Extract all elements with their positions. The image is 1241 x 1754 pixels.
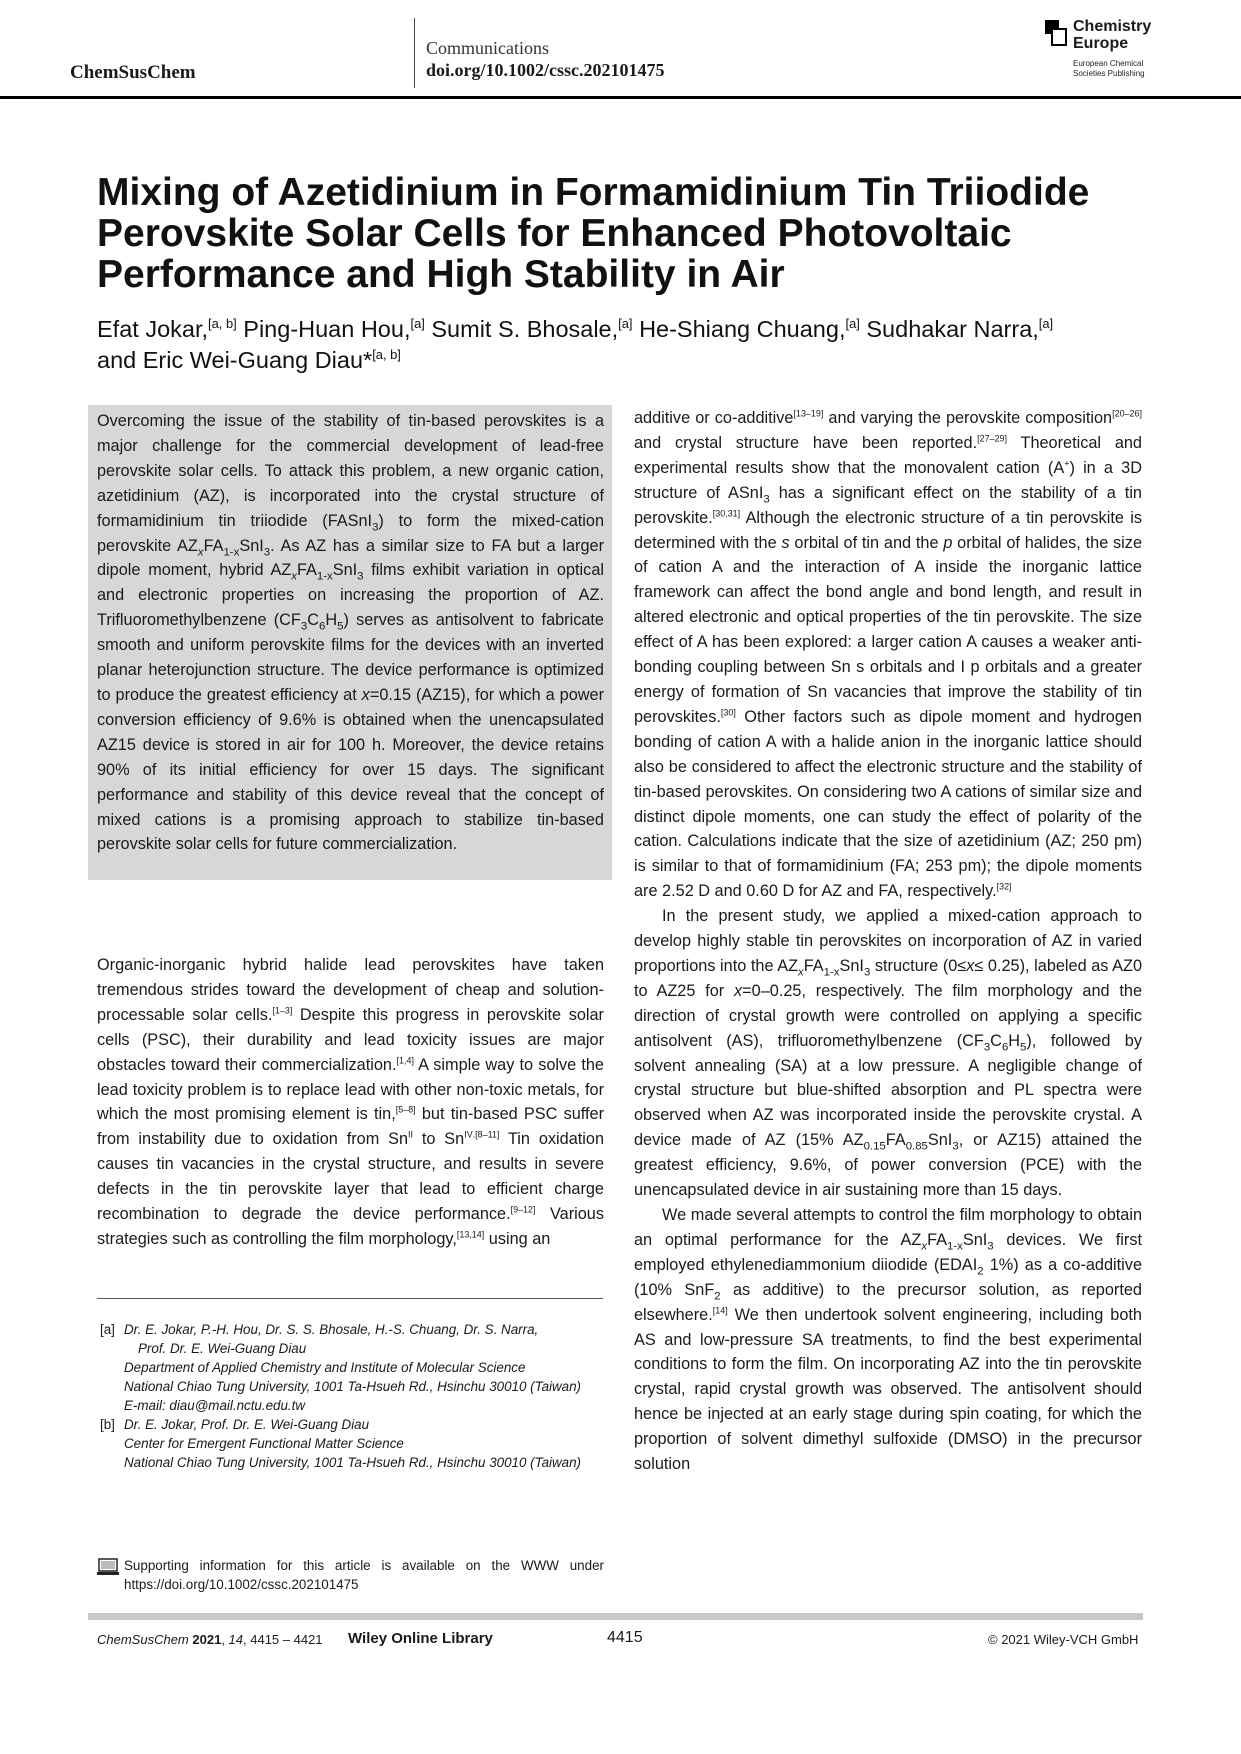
page-number: 4415 (607, 1629, 643, 1646)
author-affiliation: [a] (410, 316, 425, 332)
affiliation-names: Dr. E. Jokar, P.-H. Hou, Dr. S. S. Bhosale, H.-S. Chuang, Dr. S. Narra, (124, 1322, 539, 1337)
title-line: Mixing of Azetidinium in Formamidinium Tin Triiodide (97, 171, 1090, 214)
affiliation-names: Prof. Dr. E. Wei-Guang Diau (138, 1341, 307, 1356)
affiliation-address: National Chiao Tung University, 1001 Ta-Hsueh Rd., Hsinchu 30010 (Taiwan) (124, 1379, 582, 1394)
author-name: Efat Jokar, (97, 316, 209, 342)
article-title (97, 172, 1147, 295)
footer-journal: ChemSusChem (97, 1632, 189, 1647)
body-left-column (97, 953, 604, 1252)
header-divider (414, 18, 415, 88)
author-affiliation: [a, b] (208, 316, 237, 332)
publisher-name-line2: Europe (1073, 35, 1129, 52)
affiliation-b (97, 1415, 604, 1472)
title-line: Perovskite Solar Cells for Enhanced Photovoltaic (97, 212, 1012, 255)
citation[interactable]: [27–29] (977, 433, 1008, 444)
footer-volume: 14 (228, 1632, 244, 1647)
citation[interactable]: [1,4] (396, 1055, 414, 1066)
body-paragraph: We made several attempts to control the film morphology to obtain an optimal performance for the $AZ_xFA_{1-x}SnI_3$ devices. We first employed ethylenediammonium diiodide ($EDAI_2$ 1%) as a co-additive (10% SnF$_2$ as additive) to the precursor solution, as reported elsewhere.[14] We then undertook solvent engineering, including both AS and low-pressure SA treatments, to find the best experimental conditions to form the film. On incorporating AZ into the tin perovskite crystal, rapid crystal growth was observed. The antisolvent should hence be injected at an early stage during spin coating, for which the proportion of solvent dimethyl sulfoxide (DMSO) in the precursor solution (634, 1206, 1142, 1474)
chemistry-europe-logo-icon (1045, 20, 1067, 46)
publisher-logo (1045, 18, 1175, 82)
section-label: Communications (426, 38, 549, 58)
body-paragraph: In the present study, we applied a mixed-cation approach to develop highly stable tin perovskites on incorporation of AZ in varied proportions into the $AZ_xFA_{1-x}SnI_3$ structure (0≤x≤ 0.25), labeled as AZ0 to AZ25 for x=0–0.25, respectively. The film morphology and the direction of crystal growth were controlled on applying a specific antisolvent (AS), trifluoromethylbenzene $(CF_3C_6H_5)$, followed by solvent annealing (SA) at a low pressure. A negligible change of crystal structure but blue-shifted absorption and PL spectra were observed when AZ was incorporated inside the perovskite crystal. A device made of AZ (15% $AZ_{0.15}FA_{0.85}SnI_3$, or AZ15) attained the greatest efficiency, 9.6%, of power conversion (PCE) with the unencapsulated device in air sustaining more than 15 days. (634, 907, 1143, 1200)
affiliations (97, 1320, 604, 1472)
citation[interactable]: [30] (720, 707, 736, 718)
footnote-rule (97, 1298, 603, 1299)
author-list (97, 314, 1147, 376)
publisher-subtitle-line1: European Chemical (1073, 59, 1144, 68)
body-paragraph: Organic-inorganic hybrid halide lead perovskites have taken tremendous strides toward the development of cheap and solution-processable solar cells.[1–3] Despite this progress in perovskite solar cells (PSC), their durability and lead toxicity issues are major obstacles toward their commercialization.[1,4] A simple way to solve the lead toxicity problem is to replace lead with other non-toxic metals, for which the most promising element is tin,[5–8] but tin-based PSC suffer from instability due to oxidation from $Sn^{II}$ to $Sn^{IV.[8-11]}$ Tin oxidation causes tin vacancies in the crystal structure, and results in severe defects in the tin perovskite layer that lead to efficient charge recombination to degrade the device performance.[9–12] Various strategies such as controlling the film morphology,[13,14] using an (97, 956, 604, 1248)
affiliation-department: Department of Applied Chemistry and Institute of Molecular Science (124, 1360, 526, 1375)
header-rule (0, 96, 1241, 99)
abstract: Overcoming the issue of the stability of tin-based perovskites is a major challenge for the commercial development of lead-free perovskite solar cells. To attack this problem, a new organic cation, azetidinium (AZ), is incorporated into the crystal structure of formamidinium tin triiodide (FASnI$_3$) to form the mixed-cation perovskite $AZ_xFA_{1-x}SnI_3$. As AZ has a similar size to FA but a larger dipole moment, hybrid $AZ_xFA_{1-x}SnI_3$ films exhibit variation in optical and electronic properties on increasing the proportion of AZ. Trifluoromethylbenzene $(CF_3C_6H_5)$ serves as antisolvent to fabricate smooth and uniform perovskite films for the devices with an inverted planar heterojunction structure. The device performance is optimized to produce the greatest efficiency at x=0.15 (AZ15), for which a power conversion efficiency of 9.6% is obtained when the unencapsulated AZ15 device is stored in air for 100 h. Moreover, the device retains 90% of its initial efficiency for over 15 days. The significant performance and stability of this device reveal that the concept of mixed cations is a promising approach to stabilize tin-based perovskite solar cells for future commercialization. (97, 412, 605, 854)
author-affiliation: [a] (618, 316, 633, 332)
publisher-subtitle-line2: Societies Publishing (1073, 69, 1145, 78)
author-name: Sumit S. Bhosale, (431, 316, 619, 342)
affiliation-a (97, 1320, 604, 1415)
citation[interactable]: [13–19] (793, 408, 824, 419)
footer-year: 2021 (192, 1632, 222, 1647)
citation[interactable]: [30,31] (712, 508, 741, 519)
supporting-info-text[interactable]: Supporting information for this article is available on the WWW under https://doi.org/10.1002/cssc.202101475 (124, 1558, 604, 1592)
author-name: Sudhakar Narra, (866, 316, 1039, 342)
author-affiliation: [a] (1038, 316, 1054, 332)
publisher-name-line1: Chemistry (1073, 18, 1152, 35)
citation[interactable]: [13,14] (456, 1229, 485, 1240)
journal-name: ChemSusChem (70, 62, 196, 83)
footer-pages: , 4415 – 4421 (243, 1632, 323, 1647)
body-right-column (634, 406, 1142, 1477)
author-name: He-Shiang Chuang, (639, 316, 846, 342)
citation[interactable]: [14] (712, 1305, 728, 1316)
title-line: Performance and High Stability in Air (97, 253, 785, 296)
citation[interactable]: [32] (996, 881, 1012, 892)
citation[interactable]: [9–12] (510, 1204, 536, 1215)
wiley-online-library-link[interactable]: Wiley Online Library (348, 1630, 493, 1647)
footer-rule (88, 1613, 1143, 1620)
citation[interactable]: [5–8] (395, 1105, 416, 1116)
copyright: © 2021 Wiley-VCH GmbH (988, 1632, 1139, 1647)
author-affiliation: [a] (845, 316, 860, 332)
body-paragraph: additive or co-additive[13–19] and varying the perovskite composition[20–26] and crystal structure have been reported.[27–29] Theoretical and experimental results show that the monovalent cation (A+) in a 3D structure of ASnI$_3$ has a significant effect on the stability of a tin perovskite.[30,31] Although the electronic structure of a tin perovskite is determined with the s orbital of tin and the p orbital of halides, the size of cation A and the interaction of A inside the inorganic lattice framework can affect the bond angle and bond length, and result in altered electronic and optical properties of the tin perovskite. The size effect of A has been explored: a larger cation A causes a weaker anti-bonding coupling between Sn s orbitals and I p orbitals and a greater energy of formation of Sn vacancies that improve the stability of tin perovskites.[30] Other factors such as dipole moment and hydrogen bonding of cation A with a halide anion in the inorganic lattice should also be considered to affect the electronic structure and the stability of tin-based perovskites. On considering two A cations of similar size and distinct dipole moments, one can study the effect of polarity of the cation. Calculations indicate that the size of azetidinium (AZ; 250 pm) is similar to that of formamidinium (FA; 253 pm); the dipole moments are 2.52 D and 0.60 D for AZ and FA, respectively.[32] (634, 408, 1142, 901)
footer-citation: ChemSusChem 2021, 14, 4415 – 4421 (97, 1632, 323, 1647)
affiliation-names: Dr. E. Jokar, Prof. Dr. E. Wei-Guang Diau (124, 1417, 370, 1432)
citation[interactable]: [1–3] (272, 1005, 293, 1016)
citation[interactable]: .[8–11] (472, 1129, 500, 1140)
affiliation-label: [a] (100, 1322, 115, 1337)
author-affiliation: [a, b] (372, 347, 401, 363)
affiliation-department: Center for Emergent Functional Matter Science (124, 1436, 404, 1451)
author-name: Ping-Huan Hou, (243, 316, 411, 342)
affiliation-label: [b] (100, 1417, 115, 1432)
doi-link[interactable]: doi.org/10.1002/cssc.202101475 (426, 60, 665, 80)
affiliation-email[interactable]: E-mail: diau@mail.nctu.edu.tw (124, 1398, 306, 1413)
computer-icon (97, 1558, 119, 1576)
citation[interactable]: [20–26] (1112, 408, 1142, 419)
author-name: and Eric Wei-Guang Diau* (97, 347, 373, 373)
affiliation-address: National Chiao Tung University, 1001 Ta-Hsueh Rd., Hsinchu 30010 (Taiwan) (124, 1455, 582, 1470)
